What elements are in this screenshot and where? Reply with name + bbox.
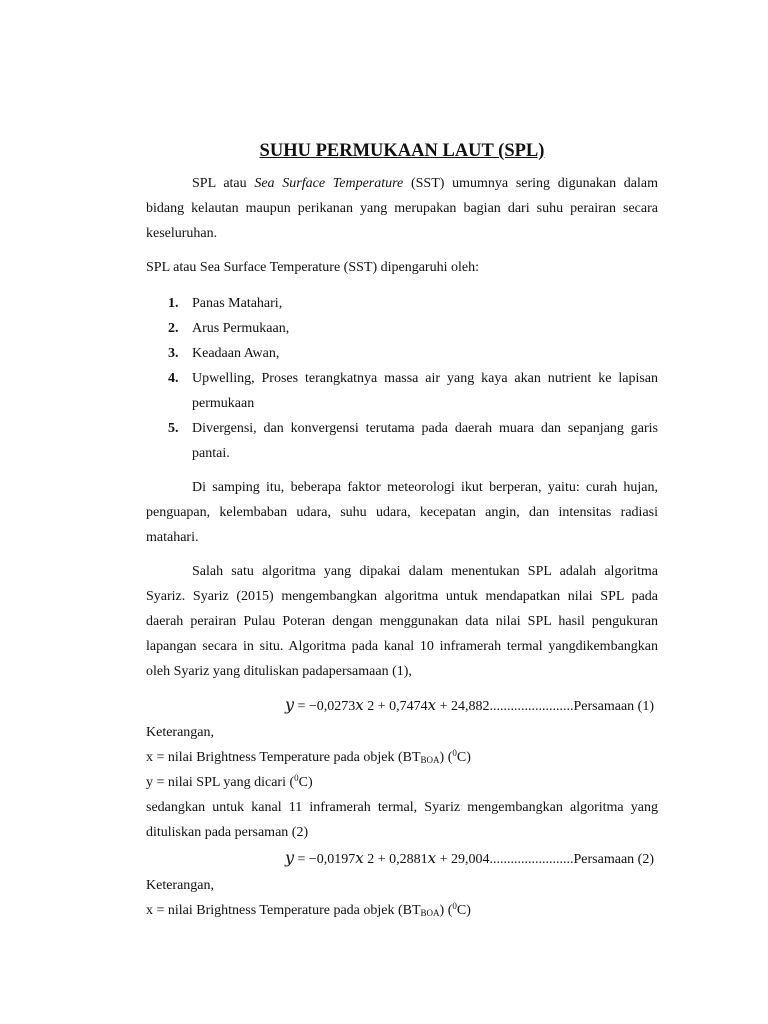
keterangan-y	[146, 770, 658, 795]
list-item-text: Arus Permukaan,	[192, 321, 290, 336]
list-item	[146, 416, 658, 466]
equation-term: 2 + 0,7474	[363, 699, 428, 714]
equation-2	[146, 845, 658, 873]
keterangan-text: y = nilai SPL yang dicari (	[146, 775, 295, 790]
keterangan-text: C)	[298, 775, 313, 790]
equation-variable-x: x	[355, 849, 364, 867]
equation-label: + 24,882........................Persamaan (1)	[436, 699, 654, 714]
list-item-number: 2.	[168, 321, 179, 336]
list-item-number: 5.	[168, 421, 179, 436]
superscript: 0	[452, 748, 457, 758]
meteorology-paragraph: Di samping itu, beberapa faktor meteorologi ikut berperan, yaitu: curah hujan, penguapan, kelembaban udara, suhu udara, kecepatan angin, dan intensitas radiasi matahari.	[146, 480, 658, 545]
kanal11-paragraph: sedangkan untuk kanal 11 inframerah termal, Syariz mengembangkan algoritma yang dituliskan pada persaman (2)	[146, 800, 658, 840]
keterangan-x	[146, 898, 658, 923]
keterangan-text: C)	[456, 903, 471, 918]
list-item	[146, 291, 658, 316]
intro-paragraph	[146, 171, 658, 246]
keterangan-text: ) (	[439, 903, 453, 918]
subscript: BOA	[420, 755, 440, 765]
keterangan-text: ) (	[439, 750, 453, 765]
equation-variable-y: y	[284, 695, 294, 714]
factors-intro: SPL atau Sea Surface Temperature (SST) dipengaruhi oleh:	[146, 260, 479, 275]
keterangan-text: x = nilai Brightness Temperature pada objek (BT	[146, 903, 421, 918]
document-page	[146, 138, 658, 923]
list-item	[146, 316, 658, 341]
equation-variable-x: x	[355, 696, 364, 714]
algorithm-paragraph: Salah satu algoritma yang dipakai dalam menentukan SPL adalah algoritma Syariz. Syariz (2015) mengembangkan algoritma untuk mendapatkan nilai SPL pada daerah perairan Pulau Poteran dengan menggunakan data nilai SPL hasil pengukuran lapangan secara in situ. Algoritma pada kanal 10 inframerah termal yangdikembangkan oleh Syariz yang dituliskan padapersamaan (1),	[146, 564, 658, 679]
equation-term: = −0,0197	[293, 852, 356, 867]
list-item-text: Panas Matahari,	[192, 296, 283, 311]
superscript: 0	[452, 901, 457, 911]
subscript: BOA	[420, 908, 440, 918]
page-title: SUHU PERMUKAAN LAUT (SPL)	[259, 141, 545, 161]
equation-variable-y: y	[284, 848, 294, 867]
factors-list	[146, 291, 658, 466]
list-item-number: 3.	[168, 346, 179, 361]
equation-variable-x: x	[427, 849, 437, 867]
intro-text-end: (SST) umumnya sering digunakan dalam bidang kelautan maupun perikanan yang merupakan bagian dari suhu perairan secara keseluruhan.	[146, 176, 658, 241]
list-item-number: 1.	[168, 296, 179, 311]
equation-term: 2 + 0,2881	[363, 852, 428, 867]
list-item-text: Divergensi, dan konvergensi terutama pada daerah muara dan sepanjang garis pantai.	[192, 421, 658, 461]
keterangan-label: Keterangan,	[146, 878, 215, 893]
equation-label: + 29,004........................Persamaan (2)	[436, 852, 654, 867]
intro-text-start: SPL atau	[192, 176, 255, 191]
list-item	[146, 341, 658, 366]
equation-1	[146, 692, 658, 720]
keterangan-text: C)	[456, 750, 471, 765]
intro-italic-term: Sea Surface Temperature	[254, 176, 404, 191]
keterangan-text: x = nilai Brightness Temperature pada objek (BT	[146, 750, 421, 765]
keterangan-x	[146, 745, 658, 770]
list-item-number: 4.	[168, 371, 179, 386]
list-item	[146, 366, 658, 416]
superscript: 0	[294, 773, 299, 783]
list-item-text: Keadaan Awan,	[192, 346, 280, 361]
keterangan-label: Keterangan,	[146, 725, 215, 740]
list-item-text: Upwelling, Proses terangkatnya massa air yang kaya akan nutrient ke lapisan permukaan	[192, 371, 658, 411]
equation-variable-x: x	[427, 696, 437, 714]
equation-term: = −0,0273	[293, 699, 356, 714]
